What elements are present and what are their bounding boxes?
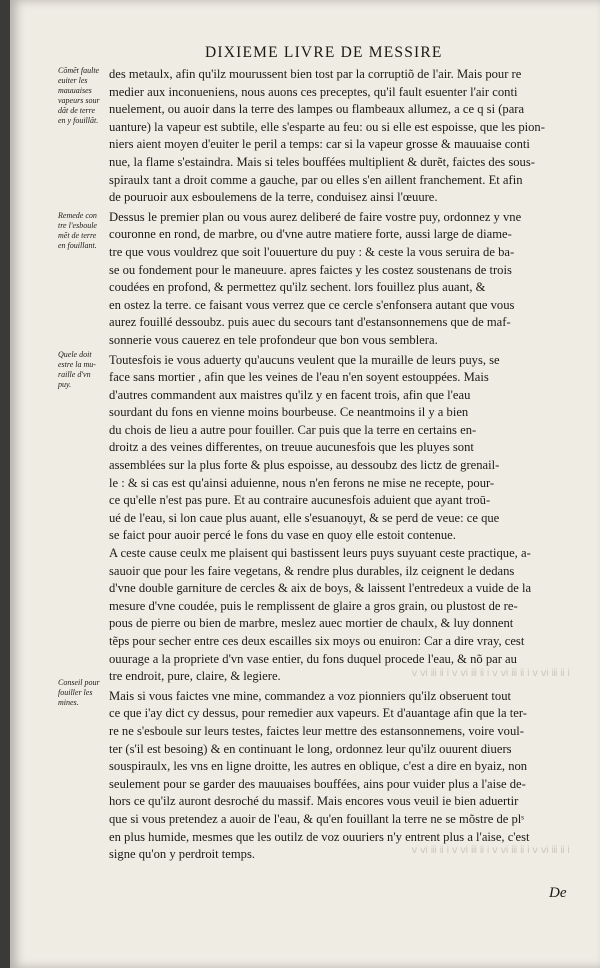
margin-note-line: tre l'esboule [58, 221, 97, 230]
margin-note-line: euiter les [58, 76, 88, 85]
running-header: DIXIEME LIVRE DE MESSIRE [205, 44, 443, 61]
text-line: niers aient moyen d'euiter le peril a temps: car si la vapeur grosse & mauuaise conti [109, 137, 530, 152]
text-line: tre endroit, pure, claire, & legiere. [109, 669, 281, 684]
text-line: du chois de lieu a autre pour fouiller. Car puis que la terre en certains en- [109, 422, 477, 437]
margin-note-line: mines. [58, 698, 79, 707]
text-line: pous de pierre ou bien de marbre, meslez auec mortier de chaulx, & luy donnent [109, 616, 514, 631]
text-line: se faict pour auoir percé le fons du vase en quoy elle estoit contenue. [109, 528, 456, 543]
text-line: ter (s'il est besoing) & en continuant le long, ordonnez leur qu'ilz ouurent diuers [109, 741, 512, 756]
text-line: face sans mortier , afin que les veines de l'eau n'en soyent estouppées. Mais [109, 370, 489, 385]
text-line: assemblées sur la plus forte & plus espoisse, au dessoubz des lictz de grenail- [109, 458, 500, 473]
text-line: tẽps pour secher entre ces deux escailles six moys ou enuiron: Car a dire vray, cest [109, 634, 525, 648]
margin-note-line: en fouillant. [58, 241, 97, 250]
text-line: signe qu'on y perdroit temps. [109, 847, 256, 862]
margin-note-line: en y fouillãt. [58, 116, 99, 125]
margin-note-line: mẽt de terre [58, 231, 97, 240]
text-line: en ostez la terre. ce faisant vous verrez que ce cercle s'enfonsera autant que vous [109, 297, 515, 312]
text-line: sonnerie vous cauerez en tele profondeur que bon vous semblera. [109, 332, 438, 347]
paragraph [109, 209, 579, 350]
margin-note-line: mauuaises [58, 86, 92, 95]
margin-note [58, 211, 114, 251]
margin-note-line: puy. [58, 380, 72, 389]
margin-note-line: dãt de terre [58, 106, 96, 115]
main-text-block [109, 66, 579, 864]
paragraph [109, 688, 579, 864]
text-line: en plus humide, mesmes que les outilz de voz ouuriers n'y entrent plus a l'aise, c'est [109, 829, 530, 844]
text-line: sauoir que pour les faire vegetans, & rendre plus durables, ilz ceignent le dedans [109, 563, 515, 578]
text-line: A ceste cause ceulx me plaisent qui bastissent leurs puys suyuant ceste practique, a- [109, 546, 531, 561]
text-line: le : & si cas est qu'ainsi aduienne, nous n'en ferons ne mise ne recepte, pour- [109, 475, 495, 490]
text-line: nuelement, ou auoir dans la terre des lampes ou flambeaux allumez, a ce q si (para [109, 102, 525, 117]
margin-note-line: fouiller les [58, 688, 93, 697]
show-through-text: ⅰ ⅱ ⅲ ⅳ ⅴ ⅰ ⅱ ⅲ ⅳ ⅴ ⅰ ⅱ ⅲ ⅳ ⅴ ⅰ ⅱ ⅲ ⅳ ⅴ [411, 845, 570, 856]
catchword: De [549, 885, 567, 901]
text-line: droitz a des veines differentes, on treuue aucunesfois que les pluyes sont [109, 440, 474, 455]
text-line: couronne en rond, de marbre, ou d'vne autre matiere forte, aussi large de diame- [109, 227, 512, 242]
margin-note [58, 350, 114, 390]
text-line: tre que vous vouldrez que soit l'ouuerture du puy : & ceste la vous seruira de ba- [109, 244, 515, 259]
text-line: spiraulx tant a droit comme a gauche, par ou elles s'en aillent franchement. Et afin [109, 172, 523, 187]
margin-note-line: raille d'vn [58, 370, 91, 379]
margin-note-line: vapeurs sour [58, 96, 100, 105]
show-through-text: ⅰ ⅱ ⅲ ⅳ ⅴ ⅰ ⅱ ⅲ ⅳ ⅴ ⅰ ⅱ ⅲ ⅳ ⅴ ⅰ ⅱ ⅲ ⅳ ⅴ [411, 668, 570, 679]
text-line: ouurage a la propriete d'vn vase entier, du fons duquel procede l'eau, & nõ par au [109, 651, 517, 666]
book-page [10, 0, 600, 968]
text-line: ce que i'ay dict cy dessus, pour remedier aux vapeurs. Et d'auantage afin que la ter- [109, 706, 527, 721]
margin-note-line: Conseil pour [58, 678, 100, 687]
text-line: d'autres commandent aux maistres qu'ilz y en facent trois, afin que l'eau [109, 387, 471, 402]
text-line: uanture) la vapeur est subtile, elle s'esparte au feu: ou si elle est espoisse, que les pion- [109, 119, 545, 134]
text-line: mesure d'vne coudée, puis le remplissent de glaire a gros grain, ou plustost de re- [109, 598, 518, 613]
margin-note-line: Quele doit [58, 350, 92, 359]
margin-note-line: estre la mu- [58, 360, 96, 369]
text-line: re ne s'esboule sur leurs testes, faictes leur mettre des estansonnemens, voire voul- [109, 723, 524, 738]
paragraph [109, 545, 579, 686]
text-line: Dessus le premier plan ou vous aurez deliberé de faire vostre puy, ordonnez y vne [109, 209, 522, 224]
text-line: que si vous pretendez a auoir de l'eau, & qu'en fouillant la terre ne se mõstre de plˢ [109, 811, 524, 826]
text-line: se ou fondement pour le maneuure. apres faictes y les costez soustenans de trois [109, 262, 512, 277]
margin-note-line: Cõmẽt faulte [58, 66, 100, 75]
text-line: ce qu'elle n'est pas pure. Et au contraire aucunesfois aduient que ayant troū- [109, 493, 491, 508]
text-line: aurez fouillé dessoubz. puis auec du secours tant d'estansonnemens que de maf- [109, 315, 511, 330]
text-line: medier aux inconueniens, nous auons ces preceptes, qu'il fault esuenter l'air conti [109, 84, 518, 99]
margin-note [58, 678, 114, 708]
text-line: des metaulx, afin qu'ilz mourussent bien tost par la corruptiõ de l'air. Mais pour re [109, 67, 522, 81]
text-line: d'vne double garniture de cercles & aix de boys, & laissent l'entredeux a vuide de la [109, 581, 532, 596]
text-line: sourdant du fons en vienne moins bourbeuse. Ce neantmoins il y a bien [109, 405, 469, 420]
text-line: souspiraulx, les vns en ligne droitte, les autres en oblique, c'est a dire en byaiz, non [109, 759, 528, 774]
paragraph [109, 66, 579, 207]
margin-note [58, 66, 114, 126]
text-line: hors ce qu'ilz auront desroché du massif. Mais encores vous veuil ie bien aduertir [109, 794, 519, 809]
text-line: nue, la flame s'estaindra. Mais si teles bouffées multiplient & durẽt, faictes des sous- [109, 154, 535, 169]
text-line: ué de l'eau, si lon caue plus auant, elle s'esuanoụyt, & se perd de veue: ce que [109, 510, 500, 525]
text-line: Mais si vous faictes vne mine, commandez a voz pionniers qu'ilz obseruent tout [109, 688, 512, 703]
text-line: coudées en profond, & permettez qu'ilz sechent. lors fouillez plus auant, & [109, 280, 486, 295]
margin-note-line: Remede con [58, 211, 97, 220]
text-line: Toutesfois ie vous aduerty qu'aucuns veulent que la muraille de leurs puys, se [109, 352, 500, 367]
text-line: seulement pour se garder des mauuaises bouffées, ains pour vuider plus a l'aise de- [109, 776, 526, 791]
paragraph [109, 352, 579, 546]
text-line: de pouruoir aux esboulemens de la terre, conduisez ainsi l'œuure. [109, 190, 438, 205]
